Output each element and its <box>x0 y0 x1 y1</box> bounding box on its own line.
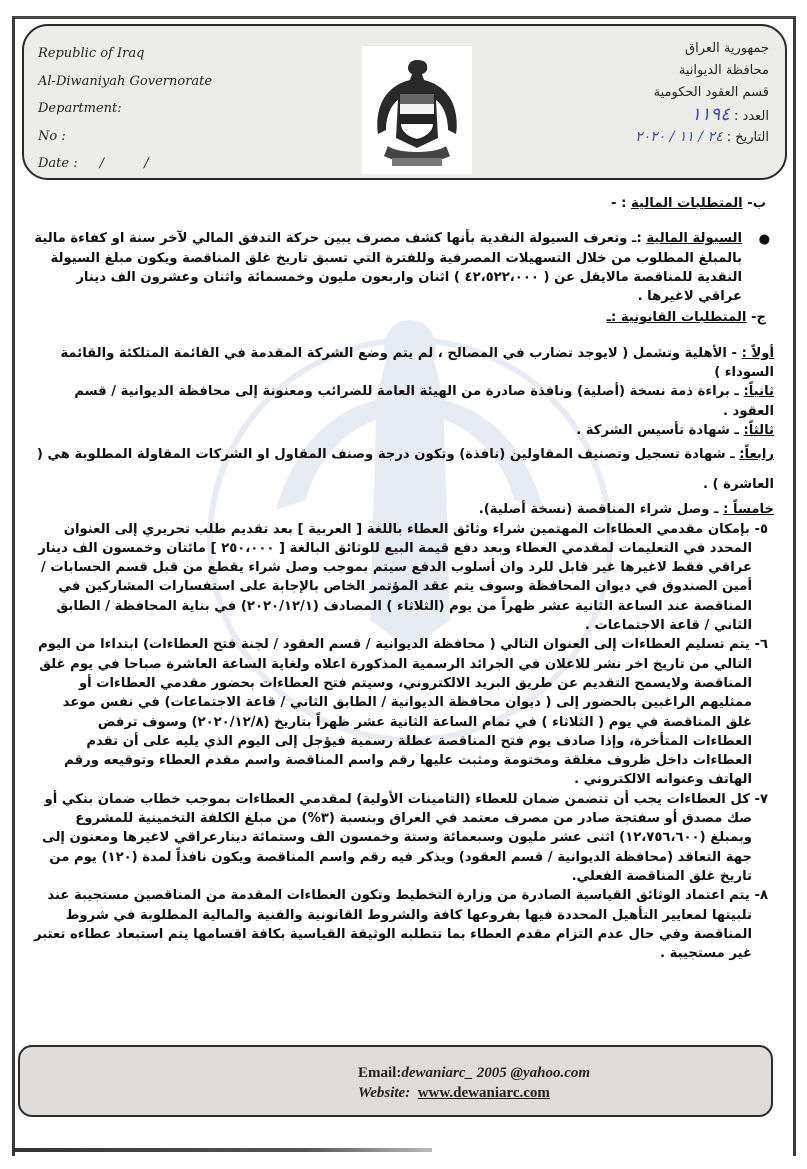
bottom-rule <box>12 1148 432 1152</box>
legal-item-text: ـ وصل شراء المناقصة (نسخة أصلية). <box>478 502 719 518</box>
email-link[interactable]: dewaniarc_ 2005 @yahoo.com <box>401 1065 591 1081</box>
department-ar: قسم العقود الحكومية <box>653 85 769 100</box>
clause-text: كل العطاءات يجب أن تتضمن ضمان للعطاء (التامينات الأولية) لمقدمي العطاءات بموجب خطاب ضمان بنكي أو صك مصدق أو سفتجة صادر من مصرف معتمد في العراق وبنسبة (٣%) من مبلغ الكلفة التخمينية للمشروع وبمبلغ (١٢،٧٥٦،٦٠٠) اثنى عشر مليون وسبعمائة وستة وخمسون الف وستمائة دينارعراقي لاغيرها ومعنون إلى جهة التعاقد (محافظة الديوانية / قسم العقود) ويذكر فيه رقم واسم المناقصة ويكون نافذاً لمدة (١٢٠) يوم من تاريخ غلق المناقصة الفعلي. <box>42 791 752 884</box>
liquidity-paragraph <box>34 229 774 306</box>
country-ar: جمهورية العراق <box>685 41 769 56</box>
clause-number: ٥- <box>754 521 768 537</box>
liquidity-term: السيولة المالية <box>646 231 742 247</box>
section-j-heading <box>34 308 774 327</box>
legal-item-text: ـ براءة ذمة نسخة (أصلية) ونافذة صادرة من الهيئة العامة للضرائب ومعنونة إلى محافظة الديوانية / قسم العقود . <box>74 384 774 419</box>
legal-item-text: - الأهلية وتشمل ( لايوجد تضارب في المصالح ، لم يتم وضع الشركة المقدمة في القائمة المتلكئة والقائمة السوداء ) <box>60 345 774 381</box>
clause-item <box>34 635 774 789</box>
numbered-clauses <box>34 520 774 964</box>
clause-item <box>34 790 774 886</box>
footer-contact-box <box>18 1045 773 1117</box>
website-label: Website: <box>358 1085 411 1101</box>
section-j-prefix: ج- <box>751 310 766 326</box>
clause-text: يتم تسليم العطاءات إلى العنوان التالي ( محافظة الديوانية / قسم العقود / لجنة فتح العطاءات) ابتداءا من اليوم التالي من تاريخ اخر نشر للاعلان في الجرائد الرسمية المذكورة اعلاه ولغاية الساعة العاشرة صباحا في يوم غلق المناقصة ولايسمح التقديم عن طريق البريد الالكتروني، وسيتم فتح العطاءات بحضور مقدمي العطاءات أو ممثليهم الراغبين بالحضور إلى ( ديوان محافظة الديوانية / الطابق الثاني / قاعة الاجتماعات) في نفس موعد غلق المناقصة في يوم ( الثلاثاء ) في تمام الساعة الثانية عشر ظهراً بتاريخ (٢٠٢٠/١٢/٨) وسوف ترفض العطاءات المتأخرة، وإذا صادف يوم فتح المناقصة عطلة رسمية فيؤجل إلى اليوم الذي يليه على أن تقدم العطاءات داخل ظروف مغلقة ومختومة ومثبت عليها رقم واسم المناقصة واسم مقدم العطاء وتوقيعه ورقم الهاتف وعنوانه الالكتروني . <box>38 637 752 788</box>
legal-item <box>34 344 774 383</box>
legal-item-text: ـ شهادة تسجيل وتصنيف المقاولين (نافذة) وتكون درجة وصنف المقاول او الشركات المقاولة المطلوبة هي ( العاشرة ) . <box>36 447 774 493</box>
date-label-ar: التاريخ : <box>726 130 769 145</box>
clause-text: بإمكان مقدمي العطاءات المهتمين شراء وثائق العطاء باللغة [ العربية ] بعد تقديم طلب تحريري إلى العنوان المحدد في التعليمات لمقدمي العطاء وبعد دفع قيمة البيع للوثائق البالغة [ ٢٥٠،٠٠٠ ] مائتان وخمسون الف دينار عراقي فقط لاغيرها غير قابل للرد وان أسلوب الدفع سيتم بموجب وصل شراء يقطع من قبل قسم الحسابات / أمين الصندوق في ديوان المحافظة وسوف يتم عقد المؤتمر الخاص بالإجابة على استفسارات المشاركين في المناقصة عند الساعة الثانية عشر ظهراً من يوم (الثلاثاء ) المصادف (٢٠٢٠/١٢/١) في بناية المحافظة / الطابق الثاني / قاعة الاجتماعات . <box>38 521 752 634</box>
section-b-title: المتطلبات المالية <box>630 196 743 211</box>
legal-item-label: أولاً : <box>741 345 774 361</box>
number-label-ar: العدد : <box>734 109 769 124</box>
website-link[interactable]: www.dewaniarc.com <box>417 1085 550 1101</box>
document-body <box>34 188 774 963</box>
bullet-icon: ● <box>758 232 770 248</box>
date-row-ar <box>635 126 769 148</box>
legal-item-text: ـ شهادة تأسيس الشركة . <box>576 422 739 438</box>
clause-number: ٦- <box>754 637 768 653</box>
legal-item-label: ثالثاً: <box>743 422 774 438</box>
legal-item-label: رابعاً: <box>739 447 774 463</box>
date-label-en: Date : <box>38 156 78 171</box>
legal-item <box>34 500 774 519</box>
section-j-title: المتطلبات القانونية :ـ <box>606 310 747 326</box>
section-b-heading <box>34 194 774 213</box>
liquidity-text: :ـ وتعرف السيولة النقدية بأنها كشف مصرف يبين حركة التدفق المالي لآخر سنة او كفاءة مالية بالمبلغ المطلوب من خلال التسهيلات المصرفية وللفترة التي تسبق تاريخ غلق المناقصة ويكون مبلغ السيولة النقدية للمناقصة مالايقل عن ( ٤٢،٥٢٢،٠٠٠ ) اثنان واربعون مليون وخمسمائة واثنان وعشرون الف دينار عراقي لاغيرها . <box>34 231 742 305</box>
iraq-eagle-emblem-icon <box>362 46 472 174</box>
letterhead-arabic <box>635 38 769 148</box>
clause-item <box>34 520 774 636</box>
legal-requirements-list <box>34 344 774 520</box>
clause-number: ٨- <box>754 888 768 904</box>
date-value-ar: ٢٤ / ١١ / ٢٠٢٠ <box>635 129 723 145</box>
clause-text: يتم اعتماد الوثائق القياسية الصادرة من وزارة التخطيط وتكون العطاءات المقدمة من المناقصين مستجيبة عند تلبيتها لمعايير التأهيل المحددة فيها بفروعها كافة والشروط القانونية والفنية والمالية المطلوبة في شروط المناقصة وفي حال عدم التزام مقدم العطاء بما تتطلبه الوثيقة القياسية بكافة اقسامها يتم استبعاد عطاءه تعتبر غير مستجيبة . <box>34 888 752 962</box>
department-label-en: Department: <box>38 101 122 116</box>
section-b-prefix: ب- <box>747 196 766 211</box>
legal-item-label: خامساً : <box>723 502 774 518</box>
country-en: Republic of Iraq <box>38 46 145 61</box>
legal-item <box>34 421 774 440</box>
footer-contact <box>358 1063 590 1103</box>
governorate-en: Al-Diwaniyah Governorate <box>38 73 213 89</box>
email-label: Email: <box>358 1065 402 1081</box>
governorate-ar: محافظة الديوانية <box>678 63 769 78</box>
number-label-en: No : <box>38 128 66 144</box>
legal-item <box>34 440 774 500</box>
date-slashes-en: / / <box>99 156 167 171</box>
date-row-en <box>38 150 212 178</box>
clause-item <box>34 886 774 963</box>
legal-item <box>34 382 774 421</box>
website-row <box>358 1083 590 1103</box>
number-row-ar <box>635 104 769 126</box>
legal-item-label: ثانياً: <box>743 384 774 400</box>
section-b-suffix: : - <box>611 196 627 211</box>
letterhead-english <box>38 40 212 178</box>
clause-number: ٧- <box>754 791 768 807</box>
email-row <box>358 1063 590 1083</box>
emblem <box>362 46 472 174</box>
number-value-ar: ١١٩٤ <box>691 104 730 125</box>
letterhead <box>22 24 787 180</box>
